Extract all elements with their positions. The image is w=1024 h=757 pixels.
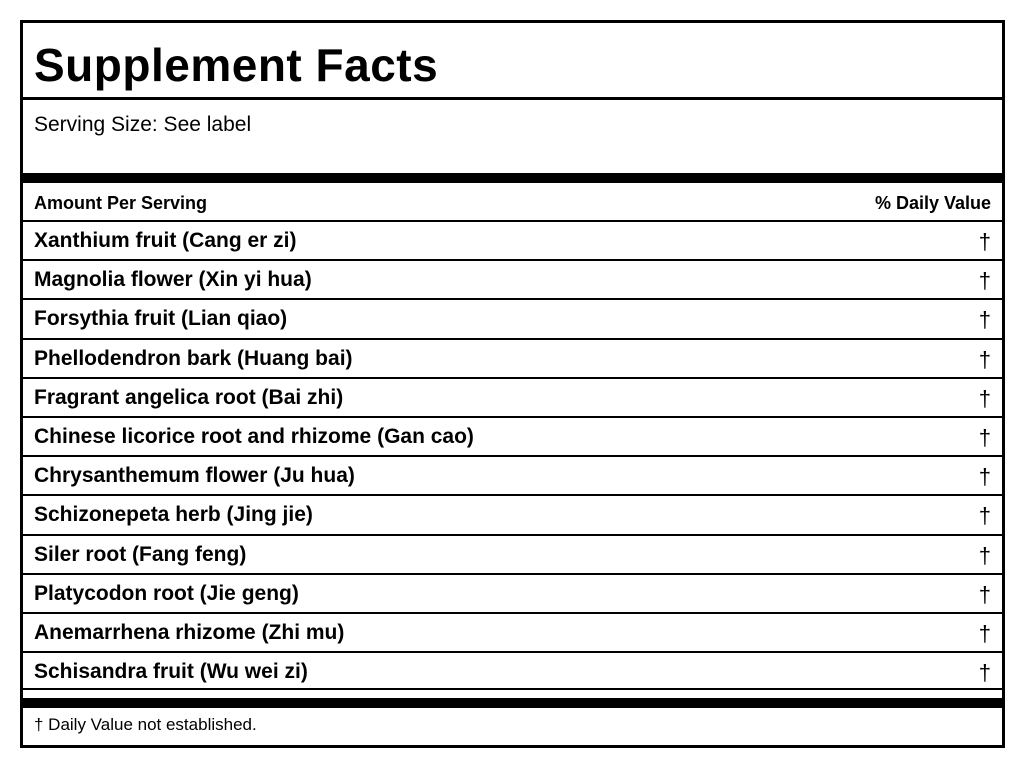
ingredient-row [23,494,1002,533]
ingredient-name: Schizonepeta herb (Jing jie) [34,503,313,527]
ingredient-daily-value: † [978,503,991,529]
ingredient-name: Fragrant angelica root (Bai zhi) [34,385,344,409]
ingredient-row [23,298,1002,337]
ingredient-row [23,534,1002,573]
ingredient-row [23,259,1002,298]
ingredient-daily-value: † [978,581,991,607]
ingredient-daily-value: † [978,620,991,646]
footnote: † Daily Value not established. [34,715,257,734]
ingredient-row [23,377,1002,416]
thick-divider-top [23,173,1002,183]
ingredient-name: Phellodendron bark (Huang bai) [34,346,353,370]
ingredient-name: Forsythia fruit (Lian qiao) [34,307,288,331]
ingredient-daily-value: † [978,346,991,372]
ingredient-daily-value: † [978,542,991,568]
ingredient-name: Anemarrhena rhizome (Zhi mu) [34,620,345,644]
ingredient-name: Platycodon root (Jie geng) [34,581,299,605]
ingredient-name: Magnolia flower (Xin yi hua) [34,268,312,292]
ingredient-daily-value: † [978,268,991,294]
supplement-facts-panel [20,20,1005,748]
ingredient-list [23,220,1002,690]
ingredient-daily-value: † [978,307,991,333]
ingredient-name: Siler root (Fang feng) [34,542,247,566]
ingredient-row [23,220,1002,259]
serving-size: Serving Size: See label [34,113,252,136]
ingredient-row [23,612,1002,651]
ingredient-name: Xanthium fruit (Cang er zi) [34,229,297,252]
amount-per-serving-label: Amount Per Serving [34,193,208,213]
ingredient-name: Chinese licorice root and rhizome (Gan cao) [34,424,474,448]
ingredient-name: Schisandra fruit (Wu wei zi) [34,660,308,684]
ingredient-daily-value: † [978,424,991,450]
ingredient-row [23,651,1002,690]
ingredient-daily-value: † [978,229,991,254]
thick-divider-bottom [23,698,1002,708]
ingredient-daily-value: † [978,464,991,490]
ingredient-row [23,573,1002,612]
ingredient-row [23,338,1002,377]
ingredient-daily-value: † [978,385,991,411]
daily-value-label: % Daily Value [874,193,991,213]
title-divider [23,97,1002,100]
column-header-row [23,186,1002,221]
ingredient-row [23,416,1002,455]
ingredient-daily-value: † [978,660,991,686]
ingredient-name: Chrysanthemum flower (Ju hua) [34,464,355,488]
ingredient-row [23,455,1002,494]
panel-title: Supplement Facts [34,39,439,91]
